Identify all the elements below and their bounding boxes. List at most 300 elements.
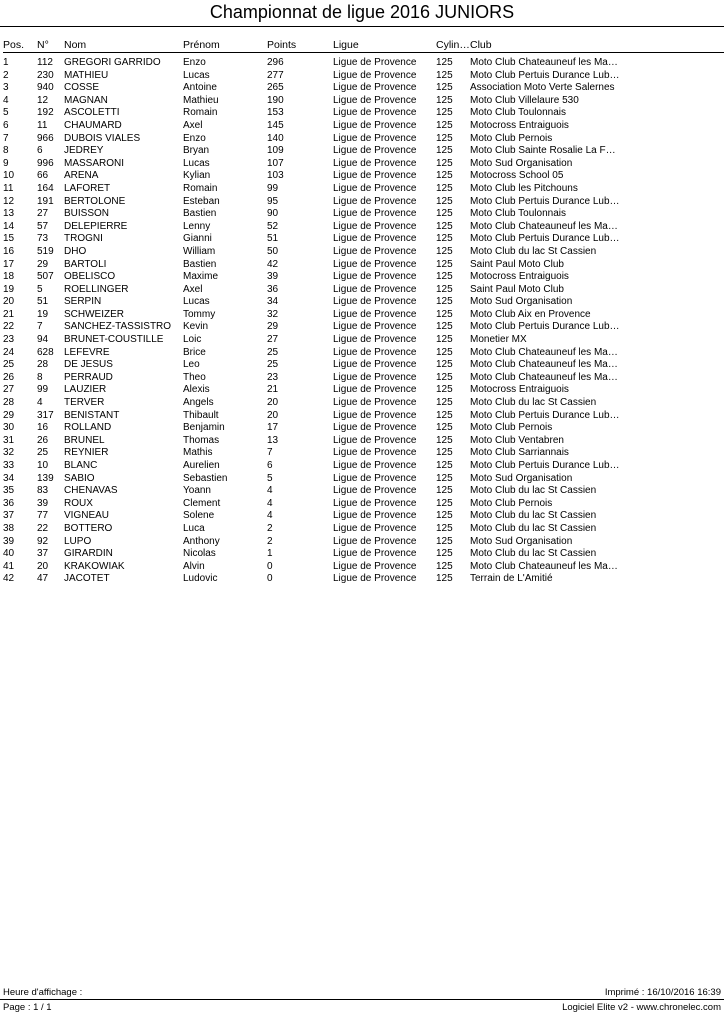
cell-ligue: Ligue de Provence (333, 497, 417, 509)
cell-prenom: Lucas (183, 157, 210, 169)
cell-nom: SERPIN (64, 296, 102, 308)
cell-prenom: Leo (183, 359, 200, 371)
cell-nom: KRAKOWIAK (64, 560, 125, 572)
cell-prenom: Loic (183, 334, 202, 346)
cell-ligue: Ligue de Provence (333, 233, 417, 245)
cell-pos: 13 (3, 208, 15, 220)
cell-prenom: Lenny (183, 220, 211, 232)
cell-prenom: Brice (183, 346, 206, 358)
cell-cylindree: 125 (436, 384, 453, 396)
cell-prenom: Luca (183, 522, 205, 534)
cell-points: 6 (267, 460, 273, 471)
table-row (3, 523, 724, 536)
footer-divider (0, 999, 724, 1000)
results-body (3, 57, 724, 586)
cell-num: 19 (37, 308, 49, 320)
cell-num: 39 (37, 497, 49, 509)
cell-ligue: Ligue de Provence (333, 472, 417, 484)
cell-prenom: Maxime (183, 271, 219, 283)
cell-ligue: Ligue de Provence (333, 182, 417, 194)
cell-ligue: Ligue de Provence (333, 397, 417, 409)
cell-num: 83 (37, 485, 49, 497)
cell-points: 90 (267, 208, 279, 220)
cell-ligue: Ligue de Provence (333, 510, 417, 522)
cell-prenom: Romain (183, 107, 218, 119)
cell-num: 57 (37, 220, 49, 232)
col-header-pos: Pos. (3, 38, 37, 53)
cell-pos: 10 (3, 170, 15, 182)
cell-nom: ROUX (64, 497, 93, 509)
cell-num: 37 (37, 548, 49, 560)
table-header-row (3, 38, 724, 53)
cell-points: 296 (267, 57, 284, 68)
col-header-ligue: Ligue (333, 38, 436, 53)
cell-nom: JACOTET (64, 573, 110, 585)
cell-cylindree: 125 (436, 359, 453, 371)
table-row (3, 473, 724, 486)
cell-num: 966 (37, 132, 54, 144)
cell-points: 20 (267, 397, 279, 409)
cell-points: 145 (267, 119, 284, 131)
cell-num: 92 (37, 535, 49, 547)
cell-pos: 35 (3, 485, 15, 497)
cell-points: 39 (267, 271, 279, 283)
cell-pos: 38 (3, 522, 15, 534)
cell-num: 51 (37, 296, 49, 308)
cell-ligue: Ligue de Provence (333, 359, 417, 371)
cell-num: 996 (37, 157, 54, 169)
cell-club: Moto Club du lac St Cassien (470, 522, 597, 534)
cell-points: 99 (267, 182, 279, 194)
cell-pos: 4 (3, 94, 9, 106)
cell-prenom: Kevin (183, 321, 209, 333)
cell-prenom: Mathieu (183, 94, 219, 106)
cell-prenom: Gianni (183, 233, 212, 245)
cell-ligue: Ligue de Provence (333, 334, 417, 346)
cell-prenom: Antoine (183, 82, 217, 94)
cell-nom: ASCOLETTI (64, 107, 120, 119)
cell-num: 139 (37, 472, 54, 484)
cell-nom: VIGNEAU (64, 510, 110, 522)
table-row (3, 372, 724, 385)
cell-cylindree: 125 (436, 82, 453, 94)
cell-points: 23 (267, 371, 279, 383)
cell-nom: SCHWEIZER (64, 308, 124, 320)
col-header-prenom: Prénom (183, 38, 267, 53)
cell-nom: TROGNI (64, 233, 103, 245)
table-row (3, 498, 724, 511)
cell-nom: DHO (64, 245, 87, 257)
cell-club: Motocross Entraiguois (470, 271, 569, 283)
cell-num: 16 (37, 422, 49, 434)
cell-points: 7 (267, 447, 273, 459)
cell-club: Moto Club Pertuis Durance Lub… (470, 460, 620, 471)
cell-num: 99 (37, 384, 49, 396)
cell-club: Motocross School 05 (470, 170, 564, 182)
cell-nom: CHAUMARD (64, 119, 122, 131)
cell-club: Moto Club Chateauneuf les Ma… (470, 346, 618, 358)
cell-pos: 21 (3, 308, 15, 320)
cell-club: Moto Club du lac St Cassien (470, 485, 597, 497)
cell-pos: 40 (3, 548, 15, 560)
cell-club: Moto Club Chateauneuf les Ma… (470, 220, 618, 232)
cell-cylindree: 125 (436, 548, 453, 560)
cell-club: Moto Club Pertuis Durance Lub… (470, 233, 620, 245)
cell-ligue: Ligue de Provence (333, 57, 417, 68)
table-row (3, 435, 724, 448)
cell-cylindree: 125 (436, 334, 453, 346)
cell-ligue: Ligue de Provence (333, 460, 417, 471)
cell-nom: LUPO (64, 535, 92, 547)
cell-points: 4 (267, 485, 273, 497)
cell-cylindree: 125 (436, 220, 453, 232)
cell-num: 29 (37, 258, 49, 270)
cell-num: 4 (37, 397, 43, 409)
cell-prenom: Sebastien (183, 472, 228, 484)
cell-ligue: Ligue de Provence (333, 548, 417, 560)
cell-pos: 31 (3, 434, 15, 446)
cell-points: 0 (267, 573, 273, 585)
table-row (3, 384, 724, 397)
cell-ligue: Ligue de Provence (333, 82, 417, 94)
cell-pos: 18 (3, 271, 15, 283)
printed-timestamp: Imprimé : 16/10/2016 16:39 (604, 987, 721, 998)
cell-prenom: Lucas (183, 296, 210, 308)
table-row (3, 536, 724, 549)
table-row (3, 397, 724, 410)
cell-nom: REYNIER (64, 447, 109, 459)
cell-cylindree: 125 (436, 460, 453, 471)
cell-num: 73 (37, 233, 49, 245)
cell-nom: ROELLINGER (64, 283, 129, 295)
cell-club: Association Moto Verte Salernes (470, 82, 615, 94)
cell-pos: 11 (3, 182, 14, 194)
cell-club: Moto Club du lac St Cassien (470, 510, 597, 522)
cell-prenom: Bryan (183, 145, 210, 157)
cell-prenom: Alexis (183, 384, 210, 396)
cell-prenom: Theo (183, 371, 206, 383)
cell-num: 28 (37, 359, 49, 371)
cell-prenom: Thibault (183, 409, 219, 421)
cell-num: 94 (37, 334, 49, 346)
cell-num: 25 (37, 447, 49, 459)
cell-club: Moto Sud Organisation (470, 157, 573, 169)
cell-prenom: Lucas (183, 69, 210, 81)
cell-pos: 32 (3, 447, 15, 459)
cell-pos: 20 (3, 296, 15, 308)
table-row (3, 158, 724, 171)
cell-points: 13 (267, 434, 279, 446)
cell-ligue: Ligue de Provence (333, 157, 417, 169)
table-row (3, 410, 724, 423)
cell-ligue: Ligue de Provence (333, 384, 417, 396)
cell-nom: LEFEVRE (64, 346, 110, 358)
cell-nom: ROLLAND (64, 422, 112, 434)
table-row (3, 221, 724, 234)
cell-club: Moto Club Chateauneuf les Ma… (470, 359, 618, 371)
cell-nom: SABIO (64, 472, 95, 484)
cell-pos: 23 (3, 334, 15, 346)
cell-num: 7 (37, 321, 43, 333)
cell-club: Moto Club Aix en Provence (470, 308, 591, 320)
cell-num: 940 (37, 82, 54, 94)
cell-prenom: Mathis (183, 447, 213, 459)
cell-cylindree: 125 (436, 69, 453, 81)
cell-pos: 30 (3, 422, 15, 434)
cell-nom: SANCHEZ-TASSISTRO (64, 321, 172, 333)
cell-pos: 22 (3, 321, 15, 333)
cell-points: 21 (267, 384, 279, 396)
table-row (3, 561, 724, 574)
cell-cylindree: 125 (436, 283, 453, 295)
cell-points: 0 (267, 560, 273, 572)
cell-points: 34 (267, 296, 279, 308)
cell-cylindree: 125 (436, 497, 453, 509)
cell-prenom: Romain (183, 182, 218, 194)
cell-ligue: Ligue de Provence (333, 94, 417, 106)
cell-nom: BRUNET-COUSTILLE (64, 334, 164, 346)
cell-ligue: Ligue de Provence (333, 283, 417, 295)
cell-nom: LAUZIER (64, 384, 107, 396)
cell-cylindree: 125 (436, 170, 453, 182)
cell-club: Motocross Entraiguois (470, 384, 569, 396)
cell-ligue: Ligue de Provence (333, 522, 417, 534)
page-number: Page : 1 / 1 (3, 1002, 52, 1013)
cell-prenom: William (183, 245, 216, 257)
cell-pos: 6 (3, 119, 9, 131)
table-row (3, 233, 724, 246)
cell-nom: GREGORI GARRIDO (64, 57, 161, 68)
cell-points: 32 (267, 308, 279, 320)
cell-cylindree: 125 (436, 371, 453, 383)
cell-pos: 1 (3, 57, 9, 68)
cell-cylindree: 125 (436, 233, 453, 245)
cell-num: 66 (37, 170, 49, 182)
cell-num: 507 (37, 271, 54, 283)
table-row (3, 107, 724, 120)
table-row (3, 422, 724, 435)
cell-pos: 25 (3, 359, 15, 371)
cell-num: 519 (37, 245, 54, 257)
cell-pos: 33 (3, 460, 15, 471)
cell-pos: 2 (3, 69, 9, 81)
cell-ligue: Ligue de Provence (333, 195, 417, 207)
cell-nom: DUBOIS VIALES (64, 132, 141, 144)
table-row (3, 296, 724, 309)
cell-points: 17 (267, 422, 279, 434)
cell-num: 5 (37, 283, 43, 295)
cell-points: 27 (267, 334, 279, 346)
table-row (3, 321, 724, 334)
table-row (3, 70, 724, 83)
cell-prenom: Angels (183, 397, 214, 409)
cell-cylindree: 125 (436, 258, 453, 270)
cell-ligue: Ligue de Provence (333, 170, 417, 182)
table-row (3, 246, 724, 259)
cell-cylindree: 125 (436, 308, 453, 320)
cell-points: 36 (267, 283, 279, 295)
cell-ligue: Ligue de Provence (333, 69, 417, 81)
cell-points: 103 (267, 170, 284, 182)
cell-pos: 3 (3, 82, 9, 94)
cell-club: Moto Club du lac St Cassien (470, 548, 597, 560)
cell-points: 95 (267, 195, 279, 207)
cell-club: Saint Paul Moto Club (470, 258, 564, 270)
cell-ligue: Ligue de Provence (333, 321, 417, 333)
cell-prenom: Axel (183, 283, 203, 295)
cell-points: 42 (267, 258, 279, 270)
cell-pos: 12 (3, 195, 15, 207)
cell-club: Moto Club Toulonnais (470, 208, 566, 220)
cell-club: Moto Club Sainte Rosalie La F… (470, 145, 616, 157)
cell-points: 4 (267, 497, 273, 509)
cell-prenom: Aurelien (183, 460, 220, 471)
cell-pos: 7 (3, 132, 9, 144)
cell-cylindree: 125 (436, 107, 453, 119)
cell-points: 52 (267, 220, 279, 232)
cell-nom: JEDREY (64, 145, 104, 157)
cell-ligue: Ligue de Provence (333, 296, 417, 308)
cell-club: Monetier MX (470, 334, 527, 346)
table-row (3, 447, 724, 460)
cell-club: Moto Club Ventabren (470, 434, 564, 446)
cell-nom: DE JESUS (64, 359, 113, 371)
cell-prenom: Esteban (183, 195, 220, 207)
cell-club: Moto Club Chateauneuf les Ma… (470, 371, 618, 383)
cell-ligue: Ligue de Provence (333, 535, 417, 547)
col-header-club: Club (470, 38, 724, 53)
table-row (3, 510, 724, 523)
results-table (3, 38, 724, 586)
cell-cylindree: 125 (436, 422, 453, 434)
cell-prenom: Axel (183, 119, 203, 131)
cell-prenom: Bastien (183, 208, 217, 220)
cell-club: Moto Club du lac St Cassien (470, 397, 597, 409)
cell-points: 51 (267, 233, 279, 245)
cell-cylindree: 125 (436, 434, 453, 446)
cell-prenom: Ludovic (183, 573, 218, 585)
cell-pos: 16 (3, 245, 15, 257)
cell-num: 192 (37, 107, 54, 119)
cell-pos: 8 (3, 145, 9, 157)
cell-points: 4 (267, 510, 273, 522)
cell-points: 20 (267, 409, 279, 421)
cell-pos: 37 (3, 510, 15, 522)
cell-ligue: Ligue de Provence (333, 258, 417, 270)
table-row (3, 120, 724, 133)
cell-cylindree: 125 (436, 296, 453, 308)
cell-num: 8 (37, 371, 43, 383)
cell-points: 2 (267, 535, 273, 547)
cell-cylindree: 125 (436, 57, 453, 68)
table-row (3, 183, 724, 196)
cell-club: Moto Club Sarriannais (470, 447, 569, 459)
cell-cylindree: 125 (436, 409, 453, 421)
cell-club: Moto Club Pertuis Durance Lub… (470, 195, 620, 207)
cell-ligue: Ligue de Provence (333, 208, 417, 220)
cell-nom: COSSE (64, 82, 100, 94)
cell-num: 317 (37, 409, 54, 421)
cell-nom: OBELISCO (64, 271, 116, 283)
cell-club: Moto Club Pertuis Durance Lub… (470, 409, 620, 421)
cell-nom: DELEPIERRE (64, 220, 128, 232)
cell-cylindree: 125 (436, 145, 453, 157)
cell-nom: MAGNAN (64, 94, 108, 106)
cell-pos: 36 (3, 497, 15, 509)
cell-club: Terrain de L'Amitié (470, 573, 553, 585)
cell-num: 77 (37, 510, 49, 522)
cell-nom: BARTOLI (64, 258, 107, 270)
cell-prenom: Enzo (183, 132, 206, 144)
cell-ligue: Ligue de Provence (333, 107, 417, 119)
cell-num: 47 (37, 573, 49, 585)
table-row (3, 259, 724, 272)
cell-nom: BLANC (64, 460, 98, 471)
cell-cylindree: 125 (436, 208, 453, 220)
cell-num: 22 (37, 522, 49, 534)
cell-pos: 34 (3, 472, 15, 484)
cell-num: 112 (37, 57, 53, 68)
cell-nom: BENISTANT (64, 409, 120, 421)
table-row (3, 196, 724, 209)
table-row (3, 309, 724, 322)
cell-cylindree: 125 (436, 157, 453, 169)
cell-num: 628 (37, 346, 54, 358)
col-header-num: N° (37, 38, 64, 53)
table-row (3, 95, 724, 108)
cell-ligue: Ligue de Provence (333, 447, 417, 459)
cell-cylindree: 125 (436, 271, 453, 283)
cell-pos: 39 (3, 535, 15, 547)
cell-pos: 24 (3, 346, 15, 358)
cell-ligue: Ligue de Provence (333, 119, 417, 131)
table-row (3, 145, 724, 158)
cell-club: Moto Sud Organisation (470, 296, 573, 308)
cell-points: 107 (267, 157, 284, 169)
cell-cylindree: 125 (436, 321, 453, 333)
cell-prenom: Yoann (183, 485, 211, 497)
cell-cylindree: 125 (436, 485, 453, 497)
cell-num: 230 (37, 69, 54, 81)
cell-points: 1 (267, 548, 273, 560)
cell-club: Moto Club Pernois (470, 132, 553, 144)
cell-pos: 9 (3, 157, 9, 169)
cell-club: Moto Club Pernois (470, 422, 553, 434)
col-header-cylindree: Cylin… (436, 39, 470, 51)
title-divider (0, 26, 724, 27)
cell-ligue: Ligue de Provence (333, 409, 417, 421)
cell-nom: BRUNEL (64, 434, 105, 446)
cell-club: Moto Club Toulonnais (470, 107, 566, 119)
cell-prenom: Tommy (183, 308, 216, 320)
cell-prenom: Kylian (183, 170, 211, 182)
cell-points: 25 (267, 359, 279, 371)
cell-points: 29 (267, 321, 279, 333)
cell-prenom: Solene (183, 510, 215, 522)
col-header-points: Points (267, 38, 333, 53)
cell-prenom: Clement (183, 497, 221, 509)
cell-club: Motocross Entraiguois (470, 119, 569, 131)
cell-prenom: Nicolas (183, 548, 216, 560)
cell-nom: MASSARONI (64, 157, 125, 169)
cell-cylindree: 125 (436, 119, 453, 131)
cell-pos: 28 (3, 397, 15, 409)
cell-ligue: Ligue de Provence (333, 434, 417, 446)
cell-ligue: Ligue de Provence (333, 220, 417, 232)
cell-prenom: Enzo (183, 57, 206, 68)
cell-cylindree: 125 (436, 132, 453, 144)
cell-num: 12 (37, 94, 49, 106)
